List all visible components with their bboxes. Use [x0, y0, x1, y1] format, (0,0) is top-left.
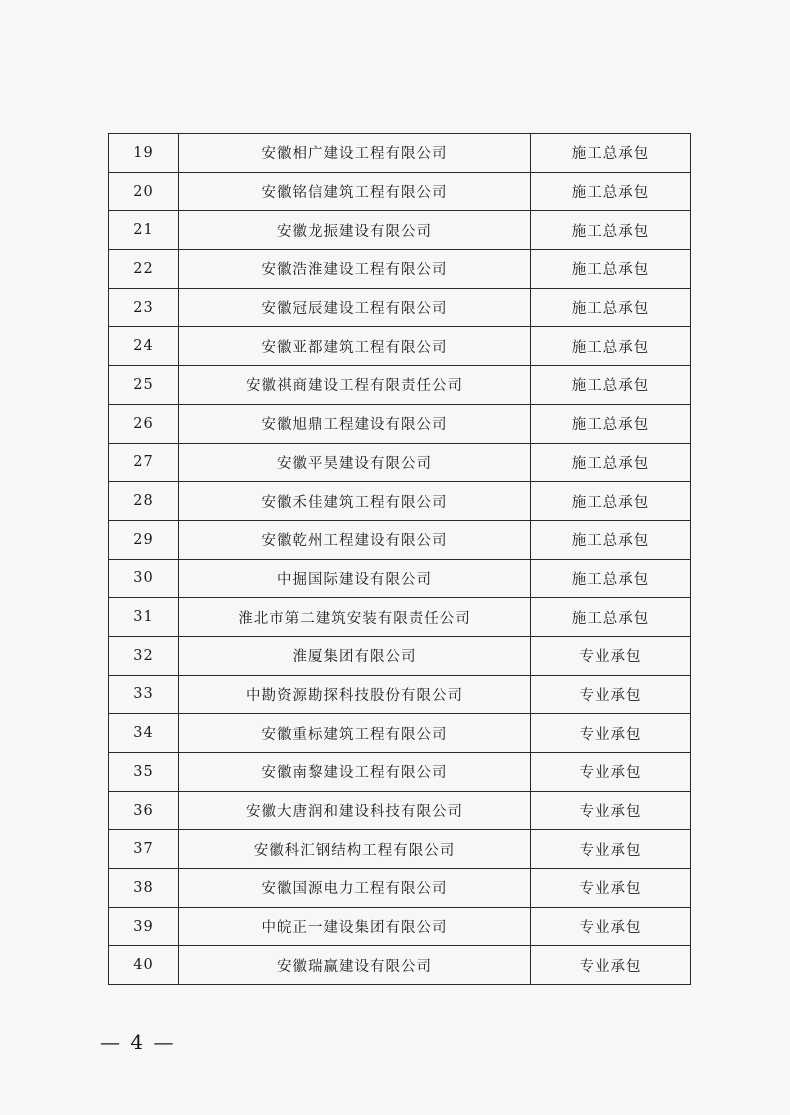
table-row: [109, 946, 691, 985]
qualification-type-cell: 专业承包: [531, 753, 691, 792]
company-name-cell: 安徽乾州工程建设有限公司: [179, 520, 531, 559]
row-number-cell: 40: [109, 946, 179, 985]
table-row: [109, 327, 691, 366]
row-number-cell: 21: [109, 211, 179, 250]
qualification-type-cell: 专业承包: [531, 830, 691, 869]
company-name-cell: 安徽祺商建设工程有限责任公司: [179, 366, 531, 405]
company-name-cell: 中勘资源勘探科技股份有限公司: [179, 675, 531, 714]
qualification-type-cell: 施工总承包: [531, 482, 691, 521]
table-row: [109, 869, 691, 908]
company-name-cell: 安徽科汇钢结构工程有限公司: [179, 830, 531, 869]
qualification-type-cell: 专业承包: [531, 946, 691, 985]
qualification-type-cell: 专业承包: [531, 714, 691, 753]
table-row: [109, 250, 691, 289]
row-number-cell: 28: [109, 482, 179, 521]
company-name-cell: 安徽龙振建设有限公司: [179, 211, 531, 250]
table-row: [109, 211, 691, 250]
qualification-type-cell: 施工总承包: [531, 443, 691, 482]
company-name-cell: 安徽平昊建设有限公司: [179, 443, 531, 482]
qualification-type-cell: 施工总承包: [531, 172, 691, 211]
table-row: [109, 443, 691, 482]
company-name-cell: 安徽重标建筑工程有限公司: [179, 714, 531, 753]
qualification-type-cell: 施工总承包: [531, 559, 691, 598]
table-row: [109, 134, 691, 173]
table-row: [109, 366, 691, 405]
table-row: [109, 636, 691, 675]
row-number-cell: 20: [109, 172, 179, 211]
company-table: [108, 133, 691, 985]
qualification-type-cell: 施工总承包: [531, 520, 691, 559]
row-number-cell: 25: [109, 366, 179, 405]
qualification-type-cell: 专业承包: [531, 636, 691, 675]
row-number-cell: 36: [109, 791, 179, 830]
qualification-type-cell: 施工总承包: [531, 404, 691, 443]
qualification-type-cell: 专业承包: [531, 791, 691, 830]
table-row: [109, 830, 691, 869]
table-row: [109, 404, 691, 443]
company-name-cell: 中皖正一建设集团有限公司: [179, 907, 531, 946]
table-row: [109, 482, 691, 521]
qualification-type-cell: 施工总承包: [531, 598, 691, 637]
table-row: [109, 753, 691, 792]
row-number-cell: 27: [109, 443, 179, 482]
company-name-cell: 安徽浩淮建设工程有限公司: [179, 250, 531, 289]
table-row: [109, 559, 691, 598]
row-number-cell: 31: [109, 598, 179, 637]
qualification-type-cell: 专业承包: [531, 869, 691, 908]
qualification-type-cell: 施工总承包: [531, 327, 691, 366]
company-name-cell: 安徽大唐润和建设科技有限公司: [179, 791, 531, 830]
row-number-cell: 30: [109, 559, 179, 598]
qualification-type-cell: 专业承包: [531, 675, 691, 714]
row-number-cell: 39: [109, 907, 179, 946]
row-number-cell: 29: [109, 520, 179, 559]
row-number-cell: 26: [109, 404, 179, 443]
company-name-cell: 安徽国源电力工程有限公司: [179, 869, 531, 908]
company-name-cell: 安徽南黎建设工程有限公司: [179, 753, 531, 792]
table-row: [109, 288, 691, 327]
table-row: [109, 907, 691, 946]
table-row: [109, 675, 691, 714]
company-name-cell: 淮厦集团有限公司: [179, 636, 531, 675]
row-number-cell: 22: [109, 250, 179, 289]
company-table-body: [109, 134, 691, 985]
company-name-cell: 安徽铭信建筑工程有限公司: [179, 172, 531, 211]
company-name-cell: 安徽相广建设工程有限公司: [179, 134, 531, 173]
row-number-cell: 35: [109, 753, 179, 792]
table-row: [109, 714, 691, 753]
row-number-cell: 19: [109, 134, 179, 173]
company-name-cell: 安徽禾佳建筑工程有限公司: [179, 482, 531, 521]
company-name-cell: 安徽冠辰建设工程有限公司: [179, 288, 531, 327]
row-number-cell: 37: [109, 830, 179, 869]
table-row: [109, 520, 691, 559]
row-number-cell: 33: [109, 675, 179, 714]
qualification-type-cell: 施工总承包: [531, 288, 691, 327]
qualification-type-cell: 专业承包: [531, 907, 691, 946]
company-name-cell: 安徽旭鼎工程建设有限公司: [179, 404, 531, 443]
row-number-cell: 23: [109, 288, 179, 327]
qualification-type-cell: 施工总承包: [531, 366, 691, 405]
qualification-type-cell: 施工总承包: [531, 134, 691, 173]
row-number-cell: 32: [109, 636, 179, 675]
page-number: — 4 —: [100, 1030, 176, 1054]
qualification-type-cell: 施工总承包: [531, 250, 691, 289]
row-number-cell: 38: [109, 869, 179, 908]
table-row: [109, 172, 691, 211]
company-name-cell: 淮北市第二建筑安装有限责任公司: [179, 598, 531, 637]
table-row: [109, 598, 691, 637]
company-name-cell: 安徽瑞赢建设有限公司: [179, 946, 531, 985]
company-name-cell: 中掘国际建设有限公司: [179, 559, 531, 598]
company-name-cell: 安徽亚都建筑工程有限公司: [179, 327, 531, 366]
row-number-cell: 34: [109, 714, 179, 753]
row-number-cell: 24: [109, 327, 179, 366]
table-row: [109, 791, 691, 830]
qualification-type-cell: 施工总承包: [531, 211, 691, 250]
